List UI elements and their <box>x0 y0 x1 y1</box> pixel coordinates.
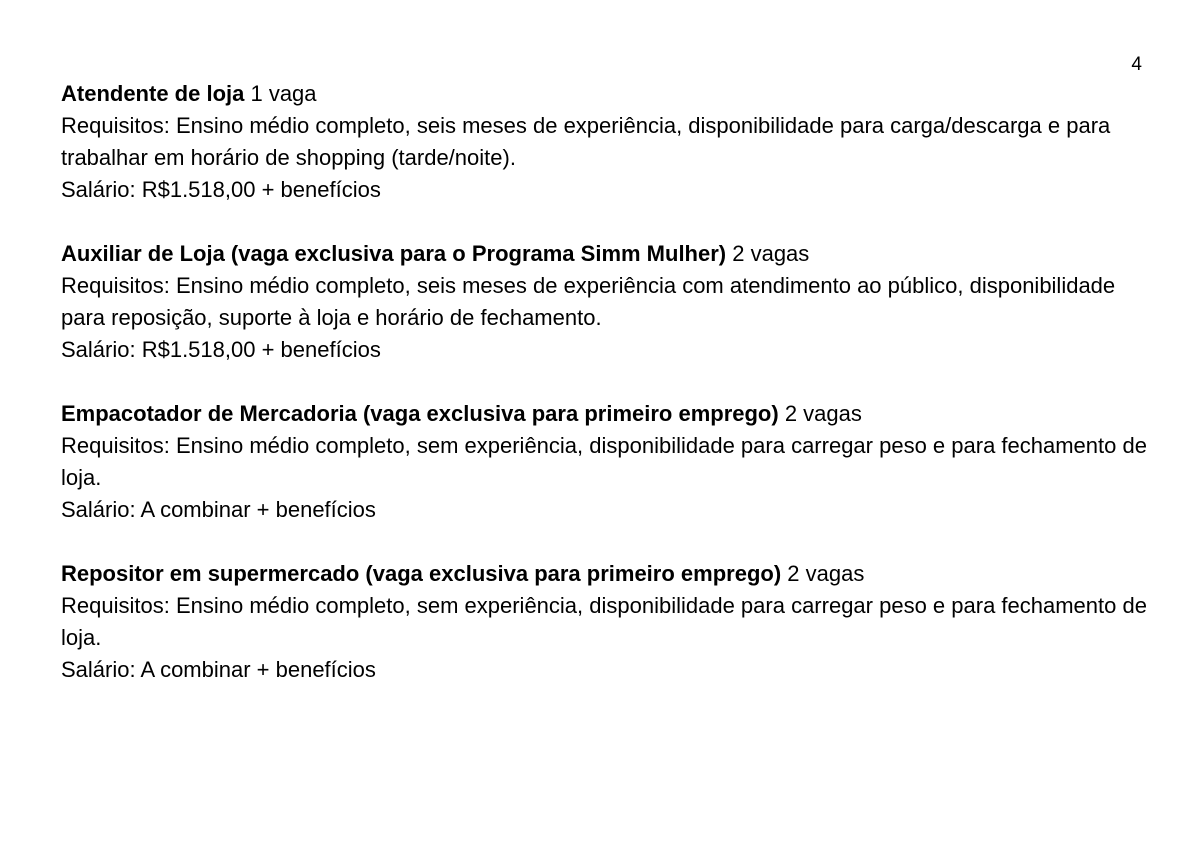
job-listing-empacotador <box>61 398 1151 526</box>
job-requirements: Requisitos: Ensino médio completo, seis meses de experiência com atendimento ao público, disponibilidade para reposição, suporte à loja e horário de fechamento. <box>61 273 1116 330</box>
job-listing-auxiliar <box>61 238 1151 366</box>
job-title: Atendente de loja <box>61 81 245 106</box>
job-vacancies: 2 vagas <box>778 401 862 426</box>
job-heading <box>61 78 1151 110</box>
job-requirements: Requisitos: Ensino médio completo, sem experiência, disponibilidade para carregar peso e para fechamento de loja. <box>61 593 1147 650</box>
job-listings <box>61 78 1151 718</box>
job-salary: Salário: A combinar + benefícios <box>61 657 376 682</box>
job-vacancies: 1 vaga <box>244 81 317 106</box>
job-vacancies: 2 vagas <box>726 241 810 266</box>
job-listing-atendente <box>61 78 1151 206</box>
job-title: Repositor em supermercado (vaga exclusiva para primeiro emprego) <box>61 561 782 586</box>
job-salary: Salário: A combinar + benefícios <box>61 497 376 522</box>
job-heading <box>61 238 1151 270</box>
job-requirements: Requisitos: Ensino médio completo, sem experiência, disponibilidade para carregar peso e para fechamento de loja. <box>61 433 1147 490</box>
job-title: Empacotador de Mercadoria (vaga exclusiva para primeiro emprego) <box>61 401 779 426</box>
job-vacancies: 2 vagas <box>781 561 865 586</box>
job-requirements: Requisitos: Ensino médio completo, seis meses de experiência, disponibilidade para carga/descarga e para trabalhar em horário de shopping (tarde/noite). <box>61 113 1111 170</box>
job-salary: Salário: R$1.518,00 + benefícios <box>61 337 381 362</box>
page-number: 4 <box>1131 54 1142 75</box>
job-salary: Salário: R$1.518,00 + benefícios <box>61 177 381 202</box>
job-listing-repositor <box>61 558 1151 686</box>
job-heading <box>61 398 1151 430</box>
job-heading <box>61 558 1151 590</box>
job-title: Auxiliar de Loja (vaga exclusiva para o Programa Simm Mulher) <box>61 241 727 266</box>
